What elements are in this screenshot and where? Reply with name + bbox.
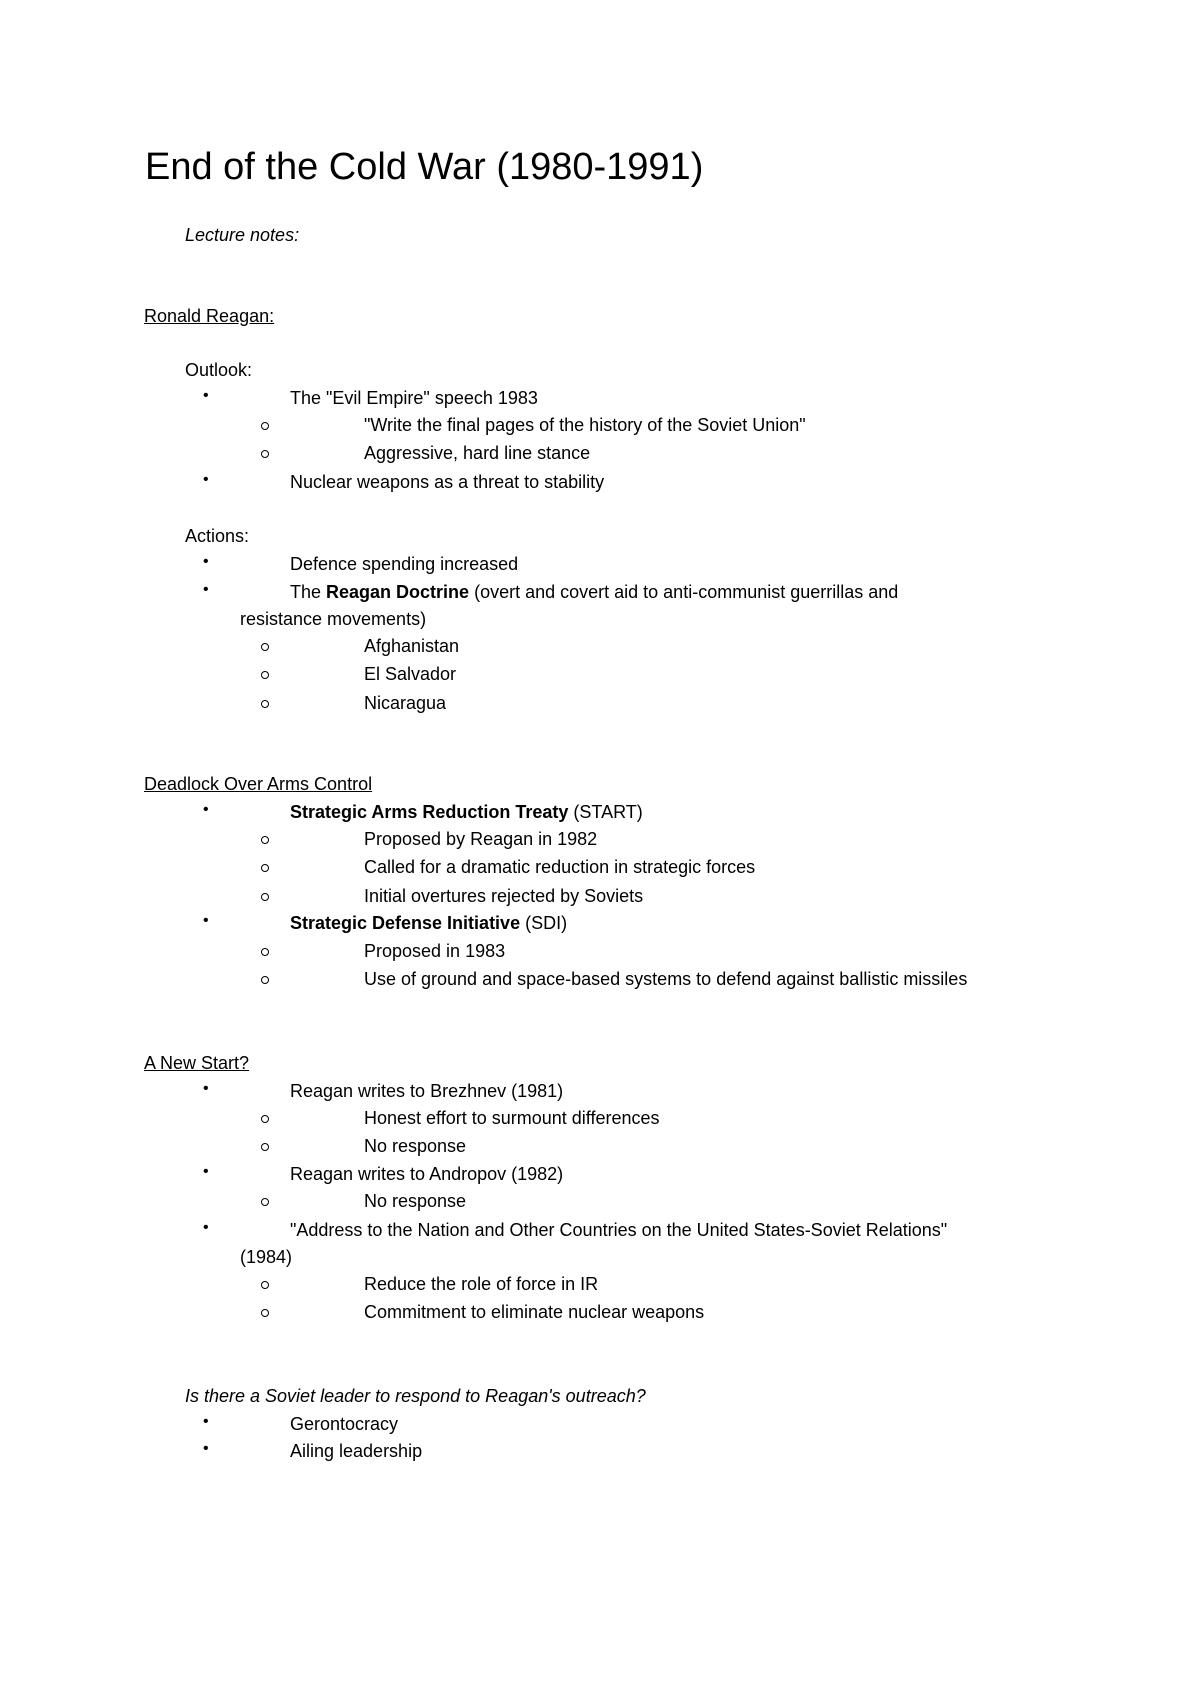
bullet-icon: • <box>203 1163 209 1180</box>
bullet-icon: • <box>203 387 209 404</box>
sub-bullet-icon <box>261 976 269 984</box>
newstart-item-continued: (1984) <box>240 1247 293 1267</box>
action-subitem: El Salvador <box>364 664 457 684</box>
action-item: The Reagan Doctrine (overt and covert aid to anti-communist guerrillas and <box>290 582 899 602</box>
newstart-item: "Address to the Nation and Other Countries on the United States-Soviet Relations" <box>290 1220 948 1240</box>
sub-bullet-icon <box>261 422 269 430</box>
arms-subitem: Called for a dramatic reduction in strategic forces <box>364 857 756 877</box>
newstart-subitem: No response <box>364 1191 467 1211</box>
arms-subitem: Use of ground and space-based systems to defend against ballistic missiles <box>364 969 968 989</box>
soviet-item: Ailing leadership <box>290 1441 423 1461</box>
newstart-item: Reagan writes to Andropov (1982) <box>290 1164 564 1184</box>
page-title: End of the Cold War (1980-1991) <box>145 146 704 188</box>
arms-item: Strategic Defense Initiative (SDI) <box>290 913 568 933</box>
actions-label: Actions: <box>185 526 250 546</box>
bullet-icon: • <box>203 1080 209 1097</box>
sub-bullet-icon <box>261 893 269 901</box>
soviet-item: Gerontocracy <box>290 1414 399 1434</box>
section-heading-arms: Deadlock Over Arms Control <box>144 774 373 794</box>
sub-bullet-icon <box>261 1115 269 1123</box>
bullet-icon: • <box>203 471 209 488</box>
bullet-icon: • <box>203 1219 209 1236</box>
sub-bullet-icon <box>261 864 269 872</box>
arms-subitem: Proposed by Reagan in 1982 <box>364 829 598 849</box>
sub-bullet-icon <box>261 643 269 651</box>
section-heading-reagan: Ronald Reagan: <box>144 306 275 326</box>
bullet-icon: • <box>203 553 209 570</box>
bullet-icon: • <box>203 801 209 818</box>
action-subitem: Afghanistan <box>364 636 460 656</box>
newstart-subitem: No response <box>364 1136 467 1156</box>
sub-bullet-icon <box>261 1281 269 1289</box>
lecture-notes-label: Lecture notes: <box>185 225 300 245</box>
outlook-subitem: Aggressive, hard line stance <box>364 443 591 463</box>
sub-bullet-icon <box>261 700 269 708</box>
bullet-icon: • <box>203 1413 209 1430</box>
sub-bullet-icon <box>261 450 269 458</box>
bullet-icon: • <box>203 581 209 598</box>
outlook-subitem: "Write the final pages of the history of the Soviet Union" <box>364 415 806 435</box>
bullet-icon: • <box>203 912 209 929</box>
newstart-subitem: Reduce the role of force in IR <box>364 1274 599 1294</box>
action-subitem: Nicaragua <box>364 693 447 713</box>
section-heading-newstart: A New Start? <box>144 1053 250 1073</box>
bullet-icon: • <box>203 1440 209 1457</box>
sub-bullet-icon <box>261 1143 269 1151</box>
soviet-question: Is there a Soviet leader to respond to Reagan's outreach? <box>185 1386 646 1406</box>
newstart-item: Reagan writes to Brezhnev (1981) <box>290 1081 564 1101</box>
action-item: Defence spending increased <box>290 554 519 574</box>
sub-bullet-icon <box>261 671 269 679</box>
action-item-continued: resistance movements) <box>240 609 427 629</box>
outlook-item: Nuclear weapons as a threat to stability <box>290 472 605 492</box>
arms-subitem: Proposed in 1983 <box>364 941 506 961</box>
newstart-subitem: Honest effort to surmount differences <box>364 1108 660 1128</box>
sub-bullet-icon <box>261 836 269 844</box>
sub-bullet-icon <box>261 948 269 956</box>
outlook-item: The "Evil Empire" speech 1983 <box>290 388 538 408</box>
arms-subitem: Initial overtures rejected by Soviets <box>364 886 644 906</box>
arms-item: Strategic Arms Reduction Treaty (START) <box>290 802 643 822</box>
outlook-label: Outlook: <box>185 360 253 380</box>
sub-bullet-icon <box>261 1309 269 1317</box>
sub-bullet-icon <box>261 1198 269 1206</box>
newstart-subitem: Commitment to eliminate nuclear weapons <box>364 1302 705 1322</box>
